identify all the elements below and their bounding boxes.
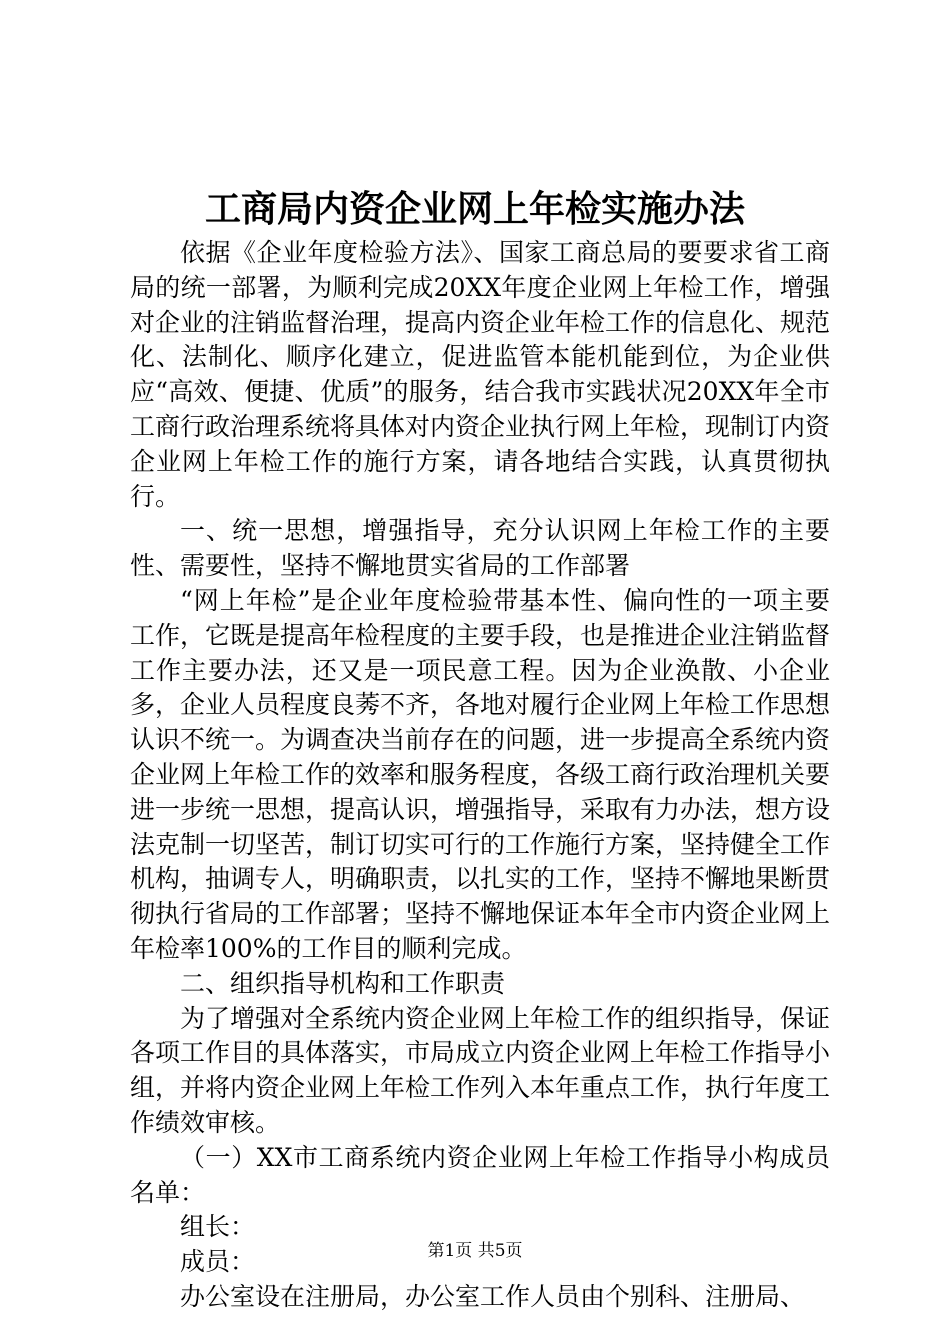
paragraph-section-2-body: 为了增强对全系统内资企业网上年检工作的组织指导，保证各项工作目的具体落实，市局成立内资企业网上年检工作指导小组，并将内资企业网上年检工作列入本年重点工作，执行年度工作绩效审核。: [130, 1003, 831, 1137]
page-footer: 第1页 共5页: [427, 1241, 523, 1261]
paragraph-intro: 依据《企业年度检验方法》、国家工商总局的要要求省工商局的统一部署，为顺利完成20XX年度企业网上年检工作，增强对企业的注销监督治理，提高内资企业年检工作的信息化、规范化、法制化、顺序化建立，促进监管本能机能到位，为企业供应“高效、便捷、优质”的服务，结合我市实践状况20XX年全市工商行政治理系统将具体对内资企业执行网上年检，现制订内资企业网上年检工作的施行方案，请各地结合实践，认真贯彻执行。: [130, 238, 831, 511]
paragraph-member-list-heading: （一）XX市工商系统内资企业网上年检工作指导小构成员名单：: [130, 1142, 830, 1207]
paragraph-section-1-body: “网上年检”是企业年度检验带基本性、偏向性的一项主要工作，它既是提高年检程度的主要手段，也是推进企业注销监督工作主要办法，还又是一项民意工程。因为企业涣散、小企业多，企业人员程度良莠不齐，各地对履行企业网上年检工作思想认识不统一。为调查决当前存在的问题，进一步提高全系统内资企业网上年检工作的效率和服务程度，各级工商行政治理机关要进一步统一思想，提高认识，增强指导，采取有力办法，想方设法克制一切坚苦，制订切实可行的工作施行方案，坚持健全工作机构，抽调专人，明确职责，以扎实的工作，坚持不懈地果断贯彻执行省局的工作部署；坚持不懈地保证本年全市内资企业网上年检率100%的工作目的顺利完成。: [130, 585, 831, 963]
paragraph-members: 成员：: [180, 1247, 256, 1277]
paragraph-section-2-heading: 二、组织指导机构和工作职责: [180, 968, 506, 998]
paragraph-section-1-heading: 一、统一思想，增强指导，充分认识网上年检工作的主要性、需要性，坚持不懈地贯实省局的工作部署: [130, 516, 830, 581]
document-title: 工商局内资企业网上年检实施办法: [204, 188, 745, 230]
document-body: [130, 236, 830, 1315]
paragraph-office: 办公室设在注册局，办公室工作人员由个别科、注册局、: [180, 1281, 806, 1311]
paragraph-group-leader: 组长：: [180, 1212, 256, 1242]
